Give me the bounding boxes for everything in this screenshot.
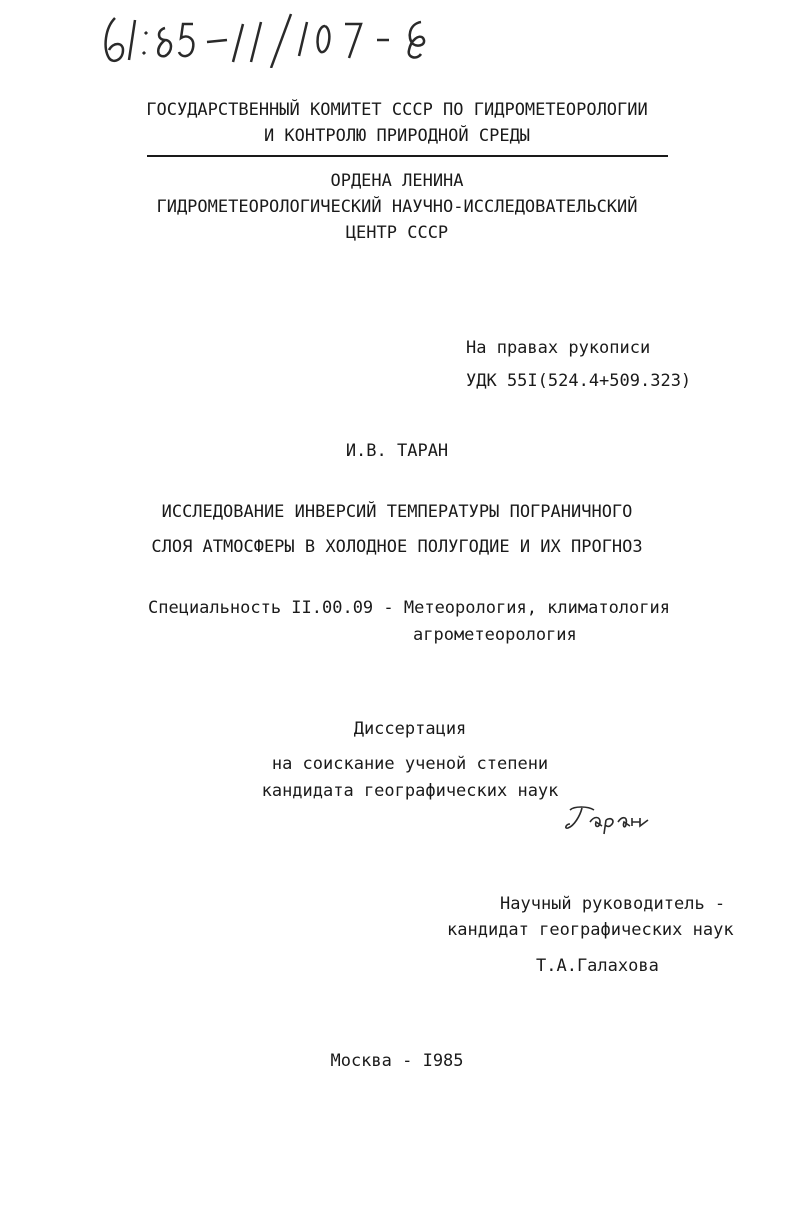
research-center-line3: ЦЕНТР СССР: [345, 223, 449, 243]
manuscript-rights: На правах рукописи: [466, 338, 651, 358]
header-divider: [147, 155, 668, 157]
org-name-line1: ГОСУДАРСТВЕННЫЙ КОМИТЕТ СССР ПО ГИДРОМЕТЕОРОЛОГИИ: [146, 100, 648, 120]
org-name-line2: И КОНТРОЛЮ ПРИРОДНОЙ СРЕДЫ: [263, 126, 531, 146]
dissertation-label: Диссертация: [353, 719, 467, 739]
supervisor-degree: кандидат географических наук: [447, 920, 734, 940]
title-line1: ИССЛЕДОВАНИЕ ИНВЕРСИЙ ТЕМПЕРАТУРЫ ПОГРАНИЧНОГО: [161, 502, 633, 522]
title-line2: СЛОЯ АТМОСФЕРЫ В ХОЛОДНОЕ ПОЛУГОДИЕ И ИХ ПРОГНОЗ: [151, 537, 643, 557]
author-name: И.В. ТАРАН: [345, 441, 449, 461]
udc-code: УДК 55I(524.4+509.323): [466, 371, 692, 391]
city-year: Москва - I985: [330, 1051, 464, 1071]
supervisor-title: Научный руководитель -: [500, 894, 726, 914]
handwritten-archive-mark: [95, 8, 465, 68]
research-center-line1: ОРДЕНА ЛЕНИНА: [330, 171, 464, 191]
supervisor-name: Т.А.Галахова: [536, 956, 659, 976]
dissertation-degree-line: на соискание ученой степени: [271, 754, 549, 774]
author-signature: [560, 798, 660, 838]
specialty-line1: Специальность II.00.09 - Метеорология, климатология: [148, 598, 670, 618]
research-center-line2: ГИДРОМЕТЕОРОЛОГИЧЕСКИЙ НАУЧНО-ИССЛЕДОВАТЕЛЬСКИЙ: [156, 197, 638, 217]
dissertation-field-line: кандидата географических наук: [261, 781, 559, 801]
specialty-line2: агрометеорология: [413, 625, 577, 645]
